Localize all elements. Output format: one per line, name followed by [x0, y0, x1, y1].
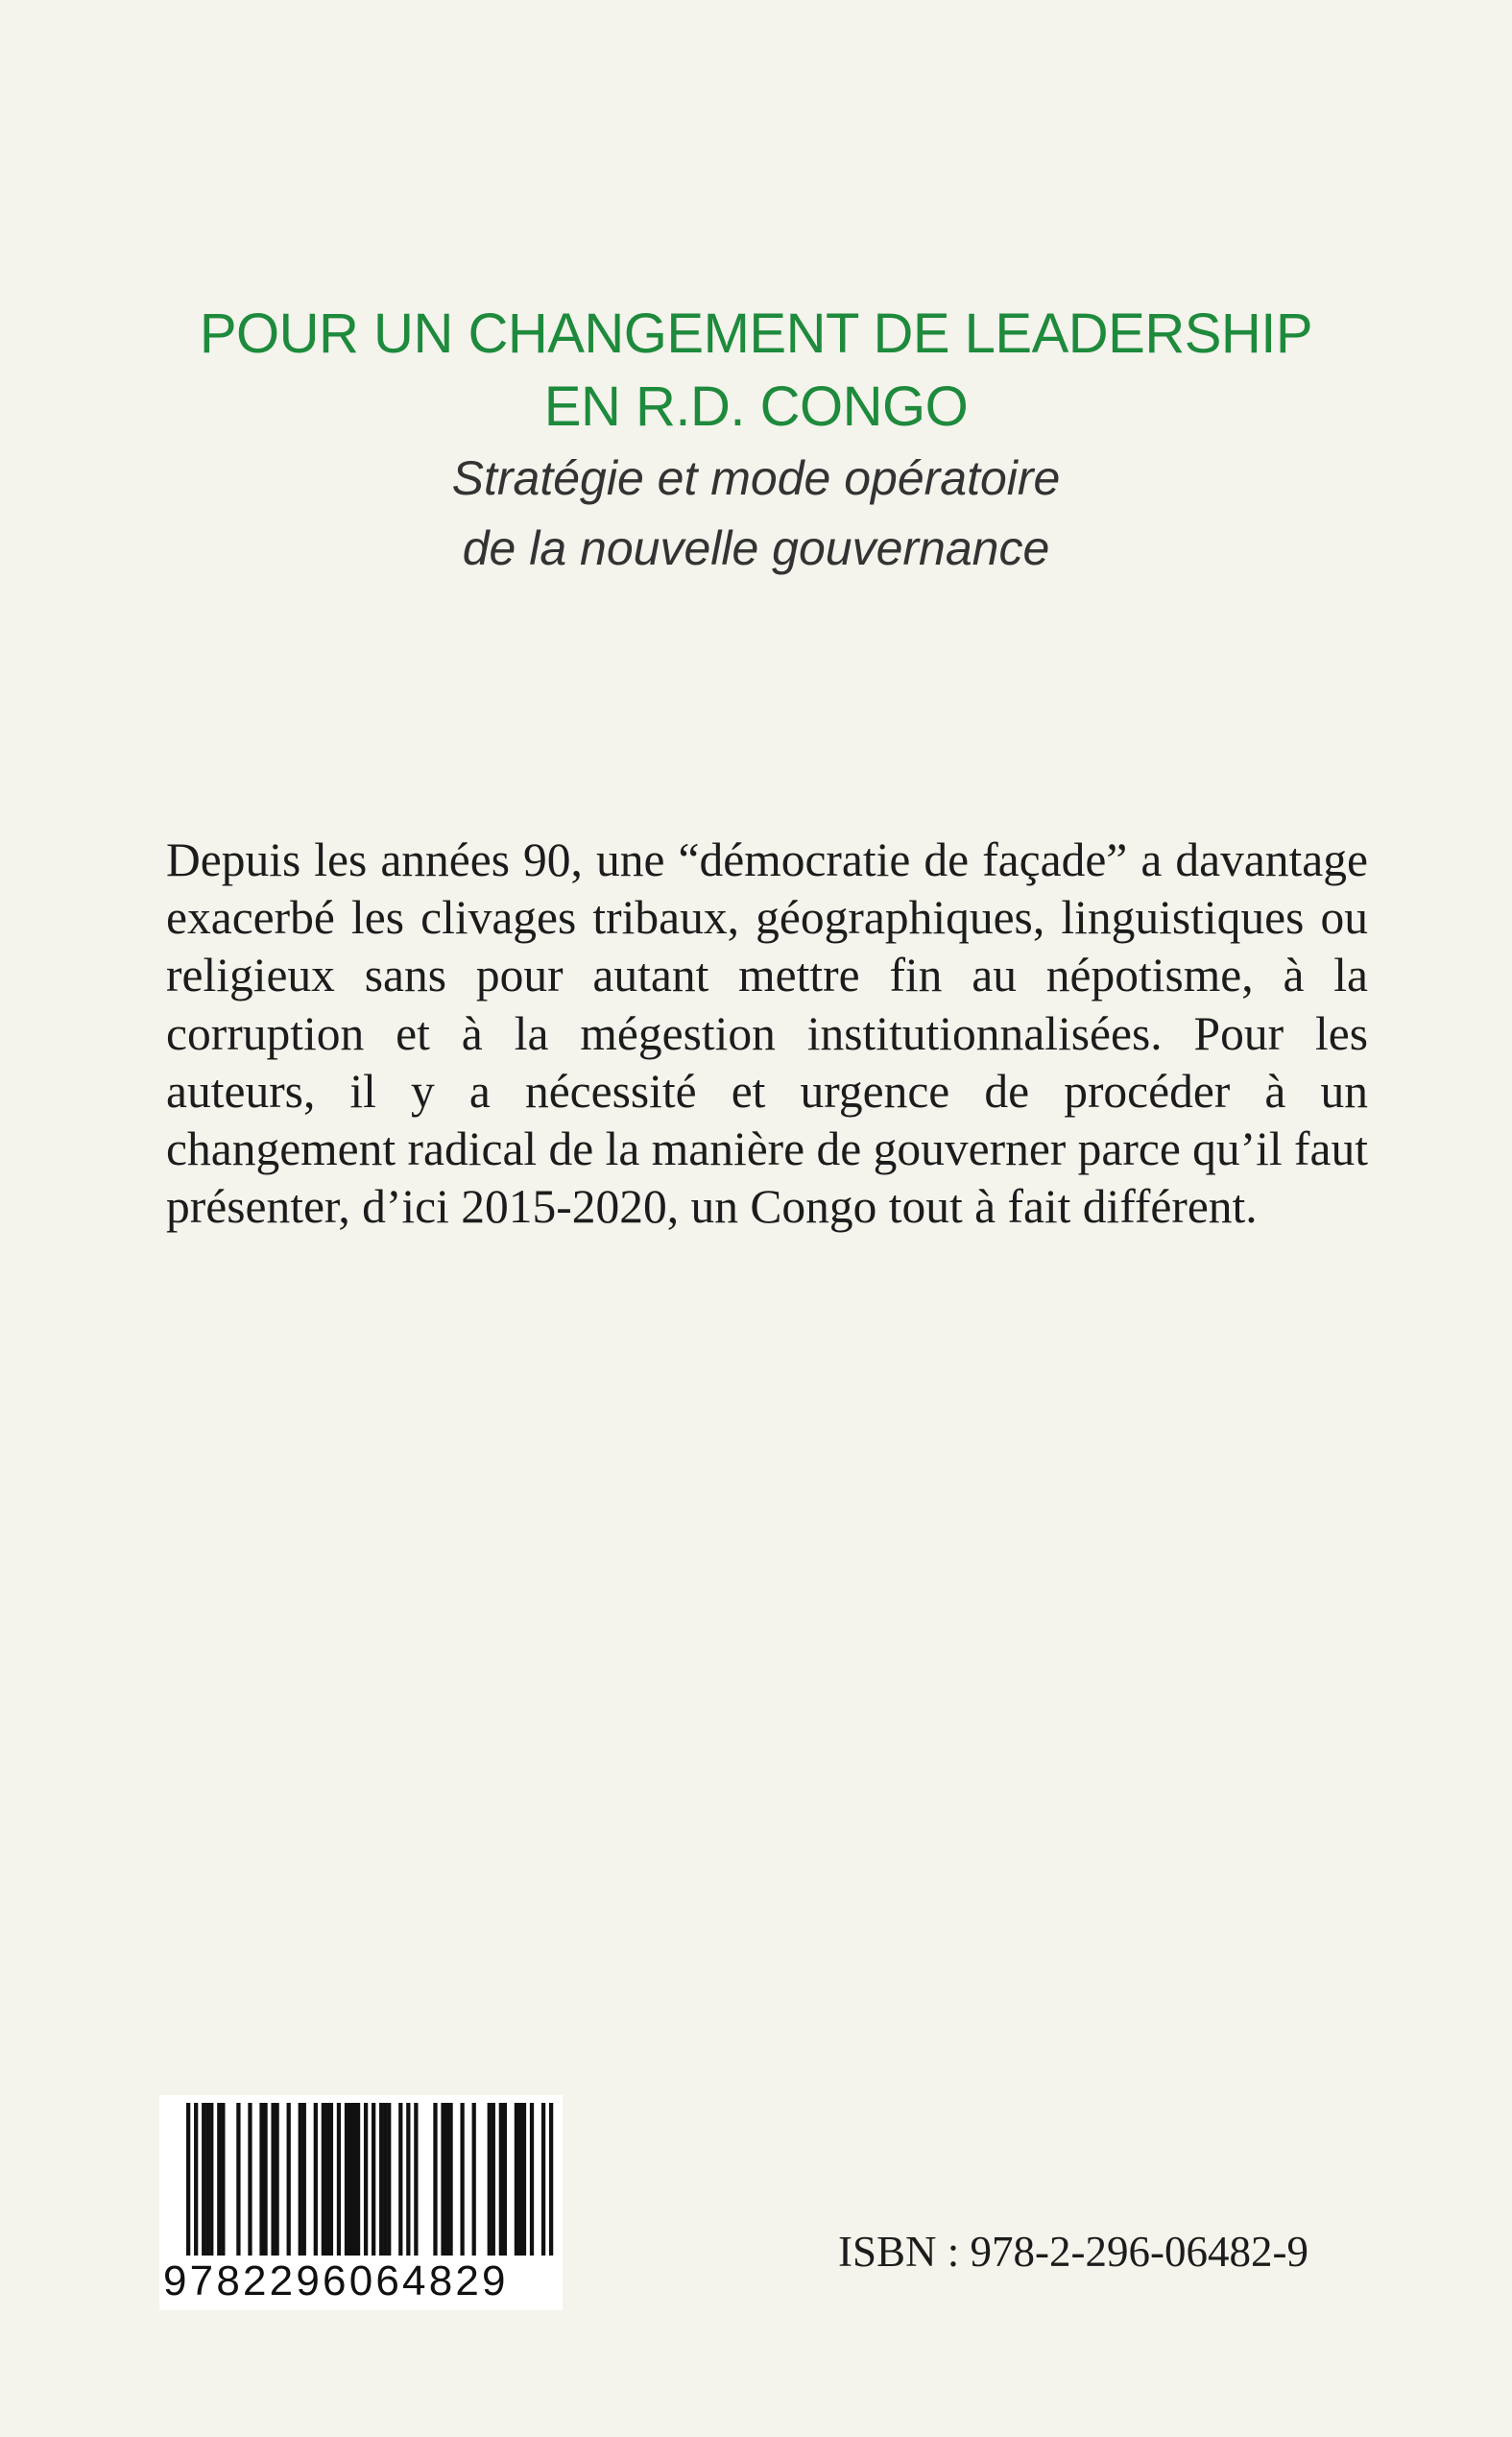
- barcode-bar: [205, 2103, 209, 2256]
- barcode-digits: 9782296064829: [159, 2256, 563, 2307]
- barcode-bar: [499, 2103, 503, 2256]
- barcode-bar: [433, 2103, 437, 2256]
- barcode-bar: [530, 2103, 534, 2256]
- barcode-bar: [356, 2103, 360, 2256]
- barcode-bar: [263, 2103, 267, 2256]
- barcode-bar: [387, 2103, 391, 2256]
- barcode-bar: [522, 2103, 526, 2256]
- barcode: [159, 2095, 563, 2310]
- barcode-bar: [348, 2103, 352, 2256]
- isbn-label: ISBN : 978-2-296-06482-9: [838, 2228, 1308, 2276]
- title-block: [0, 298, 1512, 584]
- barcode-bar: [236, 2103, 240, 2256]
- barcode-bar: [448, 2103, 452, 2256]
- barcode-bar: [259, 2103, 263, 2256]
- barcode-bar: [322, 2103, 325, 2256]
- barcode-bar: [325, 2103, 329, 2256]
- barcode-bar: [314, 2103, 318, 2256]
- barcode-bar: [352, 2103, 356, 2256]
- barcode-bar: [383, 2103, 387, 2256]
- barcode-bar: [209, 2103, 213, 2256]
- barcode-bar: [271, 2103, 275, 2256]
- barcode-bar: [441, 2103, 444, 2256]
- book-title-line-1: POUR UN CHANGEMENT DE LEADERSHIP: [199, 302, 1313, 365]
- barcode-bar: [299, 2103, 302, 2256]
- back-cover-blurb: Depuis les années 90, une “démocratie de façade” a davantage exacerbé les clivages tribaux, géographiques, linguistiques ou religieux sans pour autant mettre fin au népotisme, à la corruption et à la mégestion institutionnalisées. Pour les auteurs, il y a nécessité et urgence de procéder à un changement radical de la manière de gouverner parce qu’il faut présenter, d’ici 2015-2020, un Congo tout à fait différent.: [166, 833, 1368, 1234]
- barcode-bar: [515, 2103, 518, 2256]
- barcode-bar: [345, 2103, 348, 2256]
- book-subtitle-line-2: de la nouvelle gouvernance: [462, 521, 1050, 575]
- barcode-bar: [503, 2103, 507, 2256]
- barcode-bar: [302, 2103, 306, 2256]
- barcode-bar: [414, 2103, 418, 2256]
- barcode-bar: [518, 2103, 522, 2256]
- barcode-bar: [329, 2103, 333, 2256]
- barcode-bar: [287, 2103, 291, 2256]
- barcode-bar: [398, 2103, 402, 2256]
- barcode-bar: [379, 2103, 383, 2256]
- barcode-bar: [248, 2103, 252, 2256]
- barcode-bar: [221, 2103, 225, 2256]
- barcode-bar: [460, 2103, 464, 2256]
- book-title-line-2: EN R.D. CONGO: [543, 375, 969, 438]
- barcode-bar: [492, 2103, 495, 2256]
- barcode-bar: [202, 2103, 205, 2256]
- barcode-bar: [444, 2103, 448, 2256]
- barcode-bar: [217, 2103, 221, 2256]
- barcode-bar: [406, 2103, 410, 2256]
- barcode-bar: [472, 2103, 476, 2256]
- barcode-bar: [488, 2103, 492, 2256]
- book-subtitle-line-1: Stratégie et mode opératoire: [451, 451, 1061, 505]
- barcode-bar: [337, 2103, 341, 2256]
- barcode-bar: [275, 2103, 278, 2256]
